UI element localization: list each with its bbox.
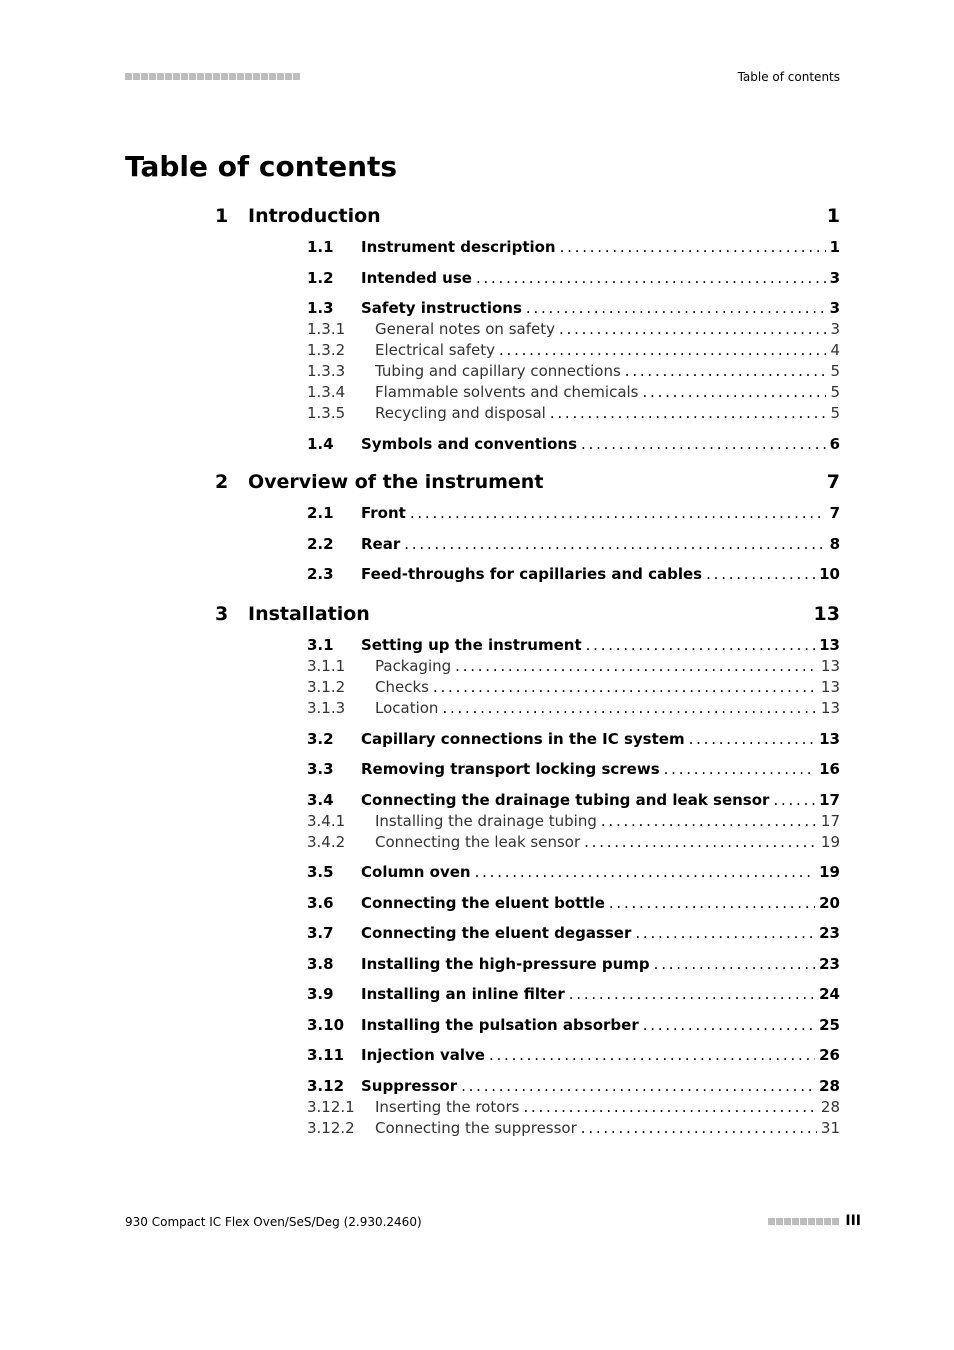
toc-label-line (361, 636, 840, 654)
toc-title: Capillary connections in the IC system (361, 729, 685, 748)
toc-title: Installation (248, 603, 370, 625)
toc-page: 23 (819, 954, 840, 973)
toc-page: 5 (830, 404, 840, 422)
toc-number: 1.3.2 (307, 341, 346, 359)
toc-number: 3.1 (307, 636, 334, 654)
toc-label-line (361, 894, 840, 912)
dot-leader (559, 320, 826, 338)
toc-page: 13 (813, 603, 840, 625)
dot-leader (643, 383, 827, 401)
toc-title: Suppressor (361, 1076, 458, 1095)
dot-leader (654, 955, 815, 973)
footer-decoration (768, 1218, 839, 1225)
toc-page: 20 (819, 893, 840, 912)
toc-title: Packaging (375, 657, 452, 675)
toc-label-line (361, 1016, 840, 1034)
running-title: Table of contents (737, 70, 840, 84)
toc-title: Removing transport locking screws (361, 760, 660, 778)
toc-number: 3.1.1 (307, 657, 346, 675)
toc-number: 3.9 (307, 985, 334, 1003)
toc-number: 1.3.5 (307, 404, 346, 422)
dot-leader (410, 504, 826, 522)
dot-leader (664, 760, 816, 778)
toc-page: 4 (830, 341, 840, 359)
toc-label-line (375, 362, 840, 380)
toc-label-line (375, 678, 840, 696)
toc-label-line (361, 299, 840, 317)
toc-page: 3 (829, 268, 840, 287)
toc-page: 5 (830, 383, 840, 401)
toc-title: Inserting the rotors (375, 1097, 520, 1116)
toc-page: 16 (819, 760, 840, 778)
toc-label-line (375, 833, 840, 851)
toc-title: Introduction (248, 205, 381, 227)
toc-page: 13 (820, 699, 840, 717)
toc-title: Rear (361, 534, 401, 553)
dot-leader (560, 238, 826, 256)
toc-page: 13 (820, 657, 840, 675)
toc-title: Location (375, 699, 439, 717)
toc-number: 3.8 (307, 954, 334, 973)
toc-page: 17 (820, 811, 840, 830)
toc-title: Connecting the eluent degasser (361, 924, 632, 942)
toc-page: 1 (826, 205, 840, 227)
toc-label-line (361, 565, 840, 583)
toc-title: Symbols and conventions (361, 434, 578, 453)
dot-leader (461, 1077, 815, 1095)
toc-label-line (248, 603, 840, 625)
dot-leader (489, 1046, 815, 1064)
toc-title: Overview of the instrument (248, 471, 544, 493)
toc-title: Installing the pulsation absorber (361, 1015, 639, 1034)
dot-leader (689, 730, 816, 748)
toc-page: 3 (830, 320, 840, 338)
toc-label-line (361, 1046, 840, 1064)
toc-page: 13 (820, 678, 840, 696)
toc-title: Column oven (361, 863, 471, 881)
toc-label-line (361, 535, 840, 553)
toc-page: 13 (819, 729, 840, 748)
toc-number: 3.1.2 (307, 678, 346, 696)
dot-leader (433, 678, 817, 696)
toc-number: 2.1 (307, 504, 334, 522)
toc-title: Installing an inline filter (361, 985, 565, 1003)
footer-product: 930 Compact IC Flex Oven/SeS/Deg (2.930.2460) (125, 1215, 422, 1229)
toc-label-line (361, 955, 840, 973)
toc-page: 5 (830, 362, 840, 380)
toc-label-line (361, 269, 840, 287)
toc-label-line (361, 985, 840, 1003)
toc-label-line (375, 404, 840, 422)
toc-page: 7 (826, 471, 840, 493)
toc-label-line (361, 863, 840, 881)
toc-label-line (375, 1098, 840, 1116)
toc-number: 3 (215, 603, 229, 625)
toc-label-line (361, 791, 840, 809)
toc-label-line (361, 924, 840, 942)
toc-label-line (375, 341, 840, 359)
toc-label-line (375, 1119, 840, 1137)
toc-label-line (361, 504, 840, 522)
toc-title: Tubing and capillary connections (375, 362, 621, 380)
toc-number: 1.4 (307, 434, 334, 453)
toc-label-line (375, 699, 840, 717)
toc-page: 6 (829, 434, 840, 453)
toc-title: Connecting the eluent bottle (361, 893, 605, 912)
dot-leader (635, 924, 815, 942)
toc-title: Connecting the leak sensor (375, 832, 581, 851)
dot-leader (773, 791, 815, 809)
toc-title: Injection valve (361, 1046, 485, 1064)
dot-leader (581, 435, 826, 453)
toc-page: 7 (829, 504, 840, 522)
toc-label-line (248, 205, 840, 227)
toc-label-line (361, 730, 840, 748)
toc-page: 17 (819, 790, 840, 809)
toc-page: 25 (819, 1015, 840, 1034)
dot-leader (455, 657, 817, 675)
toc-page: 19 (819, 863, 840, 881)
dot-leader (625, 362, 827, 380)
toc-number: 1 (215, 205, 229, 227)
dot-leader (499, 341, 826, 359)
toc-number: 2.2 (307, 534, 334, 553)
toc-page: 26 (819, 1046, 840, 1064)
toc-title: Checks (375, 678, 429, 696)
toc-number: 1.3.4 (307, 383, 346, 401)
toc-number: 2 (215, 471, 229, 493)
toc-title: Installing the high-pressure pump (361, 954, 650, 973)
toc-number: 1.2 (307, 268, 334, 287)
toc-number: 3.4.1 (307, 811, 346, 830)
toc-title: General notes on safety (375, 320, 555, 338)
toc-title: Setting up the instrument (361, 636, 582, 654)
toc-number: 3.12 (307, 1076, 345, 1095)
toc-page: 28 (820, 1097, 840, 1116)
page-number: III (845, 1213, 861, 1229)
toc-title: Feed-throughs for capillaries and cables (361, 565, 703, 583)
toc-number: 3.7 (307, 924, 334, 942)
toc-number: 1.3.1 (307, 320, 346, 338)
toc-title: Flammable solvents and chemicals (375, 383, 639, 401)
dot-leader (586, 636, 815, 654)
dot-leader (404, 535, 825, 553)
toc-label-line (375, 657, 840, 675)
toc-label-line (361, 760, 840, 778)
toc-number: 1.3 (307, 299, 334, 317)
toc-label-line (361, 1077, 840, 1095)
dot-leader (476, 269, 826, 287)
toc-page: 23 (819, 924, 840, 942)
toc-page: 13 (819, 636, 840, 654)
toc-title: Instrument description (361, 238, 556, 256)
toc-title: Safety instructions (361, 299, 522, 317)
toc-title: Connecting the drainage tubing and leak sensor (361, 790, 770, 809)
dot-leader (475, 863, 816, 881)
toc-page: 10 (819, 565, 840, 583)
toc-label-line (361, 435, 840, 453)
dot-leader (442, 699, 816, 717)
toc-page: 19 (820, 832, 840, 851)
toc-number: 2.3 (307, 565, 334, 583)
toc-page: 31 (820, 1118, 840, 1137)
toc-number: 3.5 (307, 863, 334, 881)
dot-leader (550, 404, 827, 422)
toc-label-line (375, 383, 840, 401)
toc-number: 3.4.2 (307, 832, 346, 851)
footer-page-block (768, 1213, 861, 1229)
toc-number: 3.2 (307, 729, 334, 748)
toc-title: Front (361, 504, 406, 522)
toc-label-line (361, 238, 840, 256)
toc-title: Connecting the suppressor (375, 1118, 577, 1137)
dot-leader (609, 894, 815, 912)
dot-leader (584, 833, 817, 851)
toc-number: 3.6 (307, 893, 334, 912)
toc-title: Electrical safety (375, 341, 495, 359)
dot-leader (643, 1016, 815, 1034)
dot-leader (526, 299, 826, 317)
toc-label-line (375, 812, 840, 830)
dot-leader (523, 1098, 816, 1116)
toc-number: 3.12.2 (307, 1118, 355, 1137)
toc-page: 8 (829, 534, 840, 553)
toc-label-line (375, 320, 840, 338)
toc-number: 3.12.1 (307, 1097, 355, 1116)
toc-number: 3.4 (307, 790, 334, 809)
dot-leader (706, 565, 815, 583)
toc-page: 1 (829, 238, 840, 256)
toc-number: 1.1 (307, 238, 334, 256)
toc-number: 3.11 (307, 1046, 345, 1064)
toc-label-line (248, 471, 840, 493)
toc-title: Installing the drainage tubing (375, 811, 597, 830)
toc-page: 24 (819, 985, 840, 1003)
page-title: Table of contents (125, 150, 398, 183)
dot-leader (601, 812, 817, 830)
toc-number: 3.1.3 (307, 699, 346, 717)
dot-leader (581, 1119, 817, 1137)
dot-leader (569, 985, 815, 1003)
toc-page: 28 (819, 1076, 840, 1095)
toc-number: 3.3 (307, 760, 334, 778)
toc-page: 3 (829, 299, 840, 317)
toc-title: Recycling and disposal (375, 404, 546, 422)
toc-title: Intended use (361, 268, 472, 287)
toc-number: 3.10 (307, 1015, 345, 1034)
toc-number: 1.3.3 (307, 362, 346, 380)
header-decoration (125, 73, 300, 81)
